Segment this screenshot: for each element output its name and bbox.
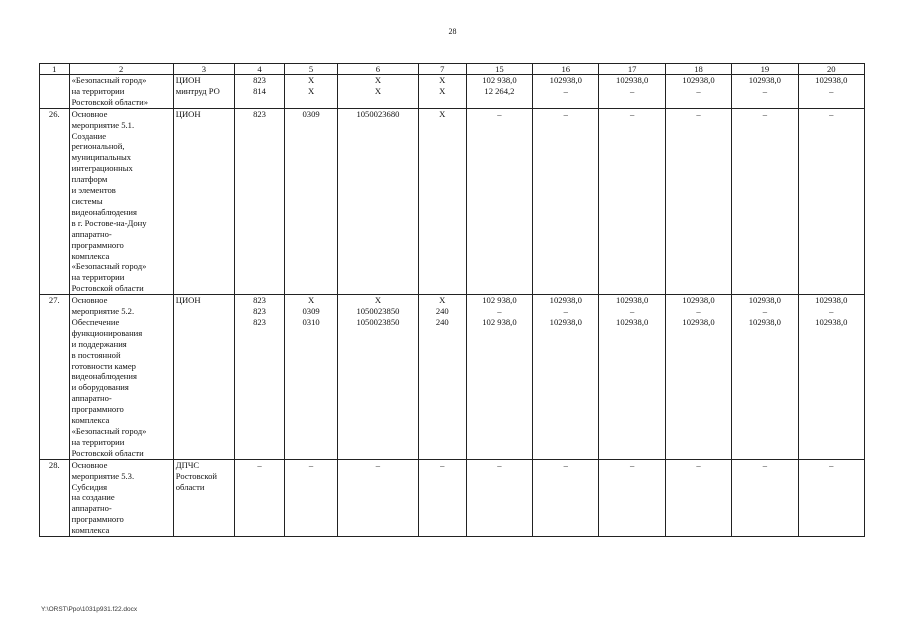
cell-line: Ростовской <box>175 470 218 481</box>
cell-line: Х <box>439 108 446 119</box>
col-5-cell <box>285 295 338 460</box>
cell-line: – <box>563 85 568 96</box>
cell-line: – <box>440 459 445 470</box>
cell-line: 102938,0 <box>549 295 582 306</box>
cell-line: функционирования <box>71 327 143 338</box>
cell-line: на территории <box>71 272 125 283</box>
col-18-cell <box>665 295 731 460</box>
cell-line: видеонаблюдения <box>71 371 137 382</box>
cell-line: Основное <box>71 295 108 306</box>
cell-line: 240 <box>435 316 449 327</box>
col-16-cell <box>533 75 599 109</box>
cell-line: Ростовской области <box>71 283 144 294</box>
cell-line: – <box>829 85 834 96</box>
col-20-cell <box>798 108 864 294</box>
cell-line: программного <box>71 514 124 525</box>
cell-line: и элементов <box>71 185 116 196</box>
col-7-cell <box>418 75 466 109</box>
cell-line: – <box>696 306 701 317</box>
col-16-cell <box>533 295 599 460</box>
cell-line: 823 <box>253 108 266 119</box>
cell-line: Основное <box>71 459 108 470</box>
cell-line: 823 <box>253 306 266 317</box>
cell-line: комплекса <box>71 415 110 426</box>
cell-line: 102938,0 <box>682 295 715 306</box>
cell-line: на территории <box>71 85 125 96</box>
cell-line: Обеспечение <box>71 316 120 327</box>
cell-line: 102938,0 <box>815 316 848 327</box>
cell-line: Х <box>307 85 315 96</box>
header-cell: 20 <box>798 64 864 75</box>
cell-line: – <box>829 108 834 119</box>
row-number-cell <box>40 75 70 109</box>
header-cell: 17 <box>599 64 665 75</box>
cell-line: – <box>696 108 701 119</box>
col-16-cell <box>533 108 599 294</box>
header-cell: 5 <box>285 64 338 75</box>
cell-line: 102938,0 <box>616 75 649 85</box>
col-15-cell <box>466 108 532 294</box>
cell-line: комплекса <box>71 525 110 536</box>
cell-line: аппаратно- <box>71 393 112 404</box>
cell-line: региональной, <box>71 141 125 152</box>
cell-line: – <box>497 306 502 317</box>
cell-line: 102938,0 <box>748 295 781 306</box>
header-cell: 16 <box>533 64 599 75</box>
cell-line: 823 <box>253 295 266 306</box>
cell-line: Ростовской области <box>71 447 144 458</box>
cell-line: Х <box>307 75 315 85</box>
col-16-cell <box>533 459 599 536</box>
table-row-26 <box>40 108 865 294</box>
executor-cell <box>173 459 234 536</box>
cell-line: 102938,0 <box>682 316 715 327</box>
header-cell: 1 <box>40 64 70 75</box>
cell-line: 823 <box>253 316 266 327</box>
cell-line: – <box>762 85 768 96</box>
col-5-cell <box>285 459 338 536</box>
cell-line: Х <box>307 295 315 306</box>
col-7-cell <box>418 108 466 294</box>
cell-line: мероприятие 5.2. <box>71 306 135 317</box>
col-4-cell <box>235 459 285 536</box>
cell-line: 102 938,0 <box>482 316 517 327</box>
col-19-cell <box>732 459 798 536</box>
cell-line: ЦИОН <box>175 295 201 306</box>
col-18-cell <box>665 108 731 294</box>
table-row-27 <box>40 295 865 460</box>
cell-line: комплекса <box>71 250 110 261</box>
col-17-cell <box>599 295 665 460</box>
col-4-cell <box>235 108 285 294</box>
row-number-cell: 27. <box>40 295 70 460</box>
cell-line: 1050023850 <box>356 306 400 317</box>
cell-line: «Безопасный город» <box>71 75 147 85</box>
file-path-footer: Y:\ORST\Ppo\1031p931.f22.docx <box>41 606 138 613</box>
cell-line: на территории <box>71 436 125 447</box>
cell-line: Х <box>439 75 446 85</box>
col-4-cell <box>235 295 285 460</box>
cell-line: области <box>175 481 205 492</box>
cell-line: – <box>696 459 701 470</box>
cell-line: – <box>762 459 768 470</box>
measure-name-cell <box>69 459 173 536</box>
executor-cell <box>173 295 234 460</box>
cell-line: Х <box>374 75 382 85</box>
cell-line: системы <box>71 195 103 206</box>
cell-line: Субсидия <box>71 481 108 492</box>
header-cell: 18 <box>665 64 731 75</box>
cell-line: 823 <box>253 75 266 85</box>
cell-line: – <box>762 306 768 317</box>
cell-line: Х <box>374 295 382 306</box>
table-row-28 <box>40 459 865 536</box>
cell-line: 0310 <box>302 316 320 327</box>
cell-line: – <box>308 459 314 470</box>
col-17-cell <box>599 75 665 109</box>
cell-line: – <box>630 85 635 96</box>
col-7-cell <box>418 295 466 460</box>
executor-cell <box>173 75 234 109</box>
cell-line: – <box>630 108 635 119</box>
cell-line: – <box>257 459 262 470</box>
cell-line: 102 938,0 <box>482 75 517 85</box>
cell-line: 102938,0 <box>682 75 715 85</box>
cell-line: аппаратно- <box>71 228 112 239</box>
measure-name-cell <box>69 295 173 460</box>
cell-line: платформ <box>71 174 108 185</box>
cell-line: – <box>630 459 635 470</box>
row-number-cell: 28. <box>40 459 70 536</box>
col-17-cell <box>599 459 665 536</box>
cell-line: Создание <box>71 130 107 141</box>
col-6-cell <box>338 295 419 460</box>
cell-line: 0309 <box>302 108 320 119</box>
cell-line: готовности камер <box>71 360 136 371</box>
cell-line: – <box>630 306 635 317</box>
col-15-cell <box>466 75 532 109</box>
cell-line: 102 938,0 <box>482 295 517 306</box>
cell-line: программного <box>71 239 124 250</box>
cell-line: 1050023850 <box>356 316 400 327</box>
col-18-cell <box>665 459 731 536</box>
cell-line: Х <box>439 85 446 96</box>
cell-line: программного <box>71 404 124 415</box>
col-6-cell <box>338 75 419 109</box>
cell-line: в г. Ростове-на-Дону <box>71 217 147 228</box>
header-cell: 19 <box>732 64 798 75</box>
cell-line: 102938,0 <box>549 316 582 327</box>
table-row-continuation <box>40 75 865 109</box>
cell-line: – <box>563 459 568 470</box>
cell-line: 102938,0 <box>616 316 649 327</box>
cell-line: – <box>563 306 568 317</box>
cell-line: и оборудования <box>71 382 129 393</box>
row-number-cell: 26. <box>40 108 70 294</box>
cell-line: 102938,0 <box>815 295 848 306</box>
cell-line: аппаратно- <box>71 503 112 514</box>
cell-line: видеонаблюдения <box>71 206 137 217</box>
col-19-cell <box>732 295 798 460</box>
cell-line: мероприятие 5.3. <box>71 470 135 481</box>
cell-line: 12 264,2 <box>484 85 515 96</box>
cell-line: в постоянной <box>71 349 121 360</box>
executor-cell <box>173 108 234 294</box>
cell-line: – <box>829 459 834 470</box>
col-20-cell <box>798 75 864 109</box>
col-5-cell <box>285 75 338 109</box>
cell-line: «Безопасный город» <box>71 426 147 436</box>
cell-line: 0309 <box>302 306 320 317</box>
col-5-cell <box>285 108 338 294</box>
cell-line: Х <box>374 85 382 96</box>
header-row <box>40 64 865 75</box>
measure-name-cell <box>69 75 173 109</box>
cell-line: – <box>829 306 834 317</box>
cell-line: – <box>563 108 568 119</box>
cell-line: – <box>497 459 502 470</box>
col-18-cell <box>665 75 731 109</box>
cell-line: 102938,0 <box>815 75 848 85</box>
cell-line: 102938,0 <box>748 75 781 85</box>
cell-line: муниципальных <box>71 152 132 163</box>
col-15-cell <box>466 459 532 536</box>
cell-line: – <box>696 85 701 96</box>
cell-line: – <box>762 108 768 119</box>
cell-line: 814 <box>253 85 266 96</box>
cell-line: «Безопасный город» <box>71 261 147 272</box>
cell-line: 102938,0 <box>748 316 781 327</box>
cell-line: 1050023680 <box>356 108 400 119</box>
cell-line: Ростовской области» <box>71 96 149 107</box>
col-17-cell <box>599 108 665 294</box>
header-cell: 2 <box>69 64 173 75</box>
col-20-cell <box>798 295 864 460</box>
cell-line: – <box>375 459 381 470</box>
col-6-cell <box>338 108 419 294</box>
cell-line: на создание <box>71 492 115 503</box>
col-19-cell <box>732 75 798 109</box>
col-6-cell <box>338 459 419 536</box>
header-cell: 7 <box>418 64 466 75</box>
cell-line: минтруд РО <box>175 85 220 96</box>
cell-line: 240 <box>435 306 449 317</box>
cell-line: Основное <box>71 108 108 119</box>
col-19-cell <box>732 108 798 294</box>
header-cell: 15 <box>466 64 532 75</box>
cell-line: ДПЧС <box>175 459 200 470</box>
cell-line: ЦИОН <box>175 108 201 119</box>
cell-line: мероприятие 5.1. <box>71 119 135 130</box>
col-15-cell <box>466 295 532 460</box>
col-20-cell <box>798 459 864 536</box>
header-cell: 4 <box>235 64 285 75</box>
cell-line: – <box>497 108 502 119</box>
col-4-cell <box>235 75 285 109</box>
cell-line: Х <box>439 295 446 306</box>
col-7-cell <box>418 459 466 536</box>
header-cell: 3 <box>173 64 234 75</box>
cell-line: 102938,0 <box>549 75 582 85</box>
page-number: 28 <box>448 27 457 36</box>
cell-line: интеграционных <box>71 163 133 174</box>
measure-name-cell <box>69 108 173 294</box>
cell-line: и поддержания <box>71 338 127 349</box>
cell-line: ЦИОН <box>175 75 201 85</box>
cell-line: 102938,0 <box>616 295 649 306</box>
header-cell: 6 <box>338 64 419 75</box>
budget-table <box>39 63 865 537</box>
